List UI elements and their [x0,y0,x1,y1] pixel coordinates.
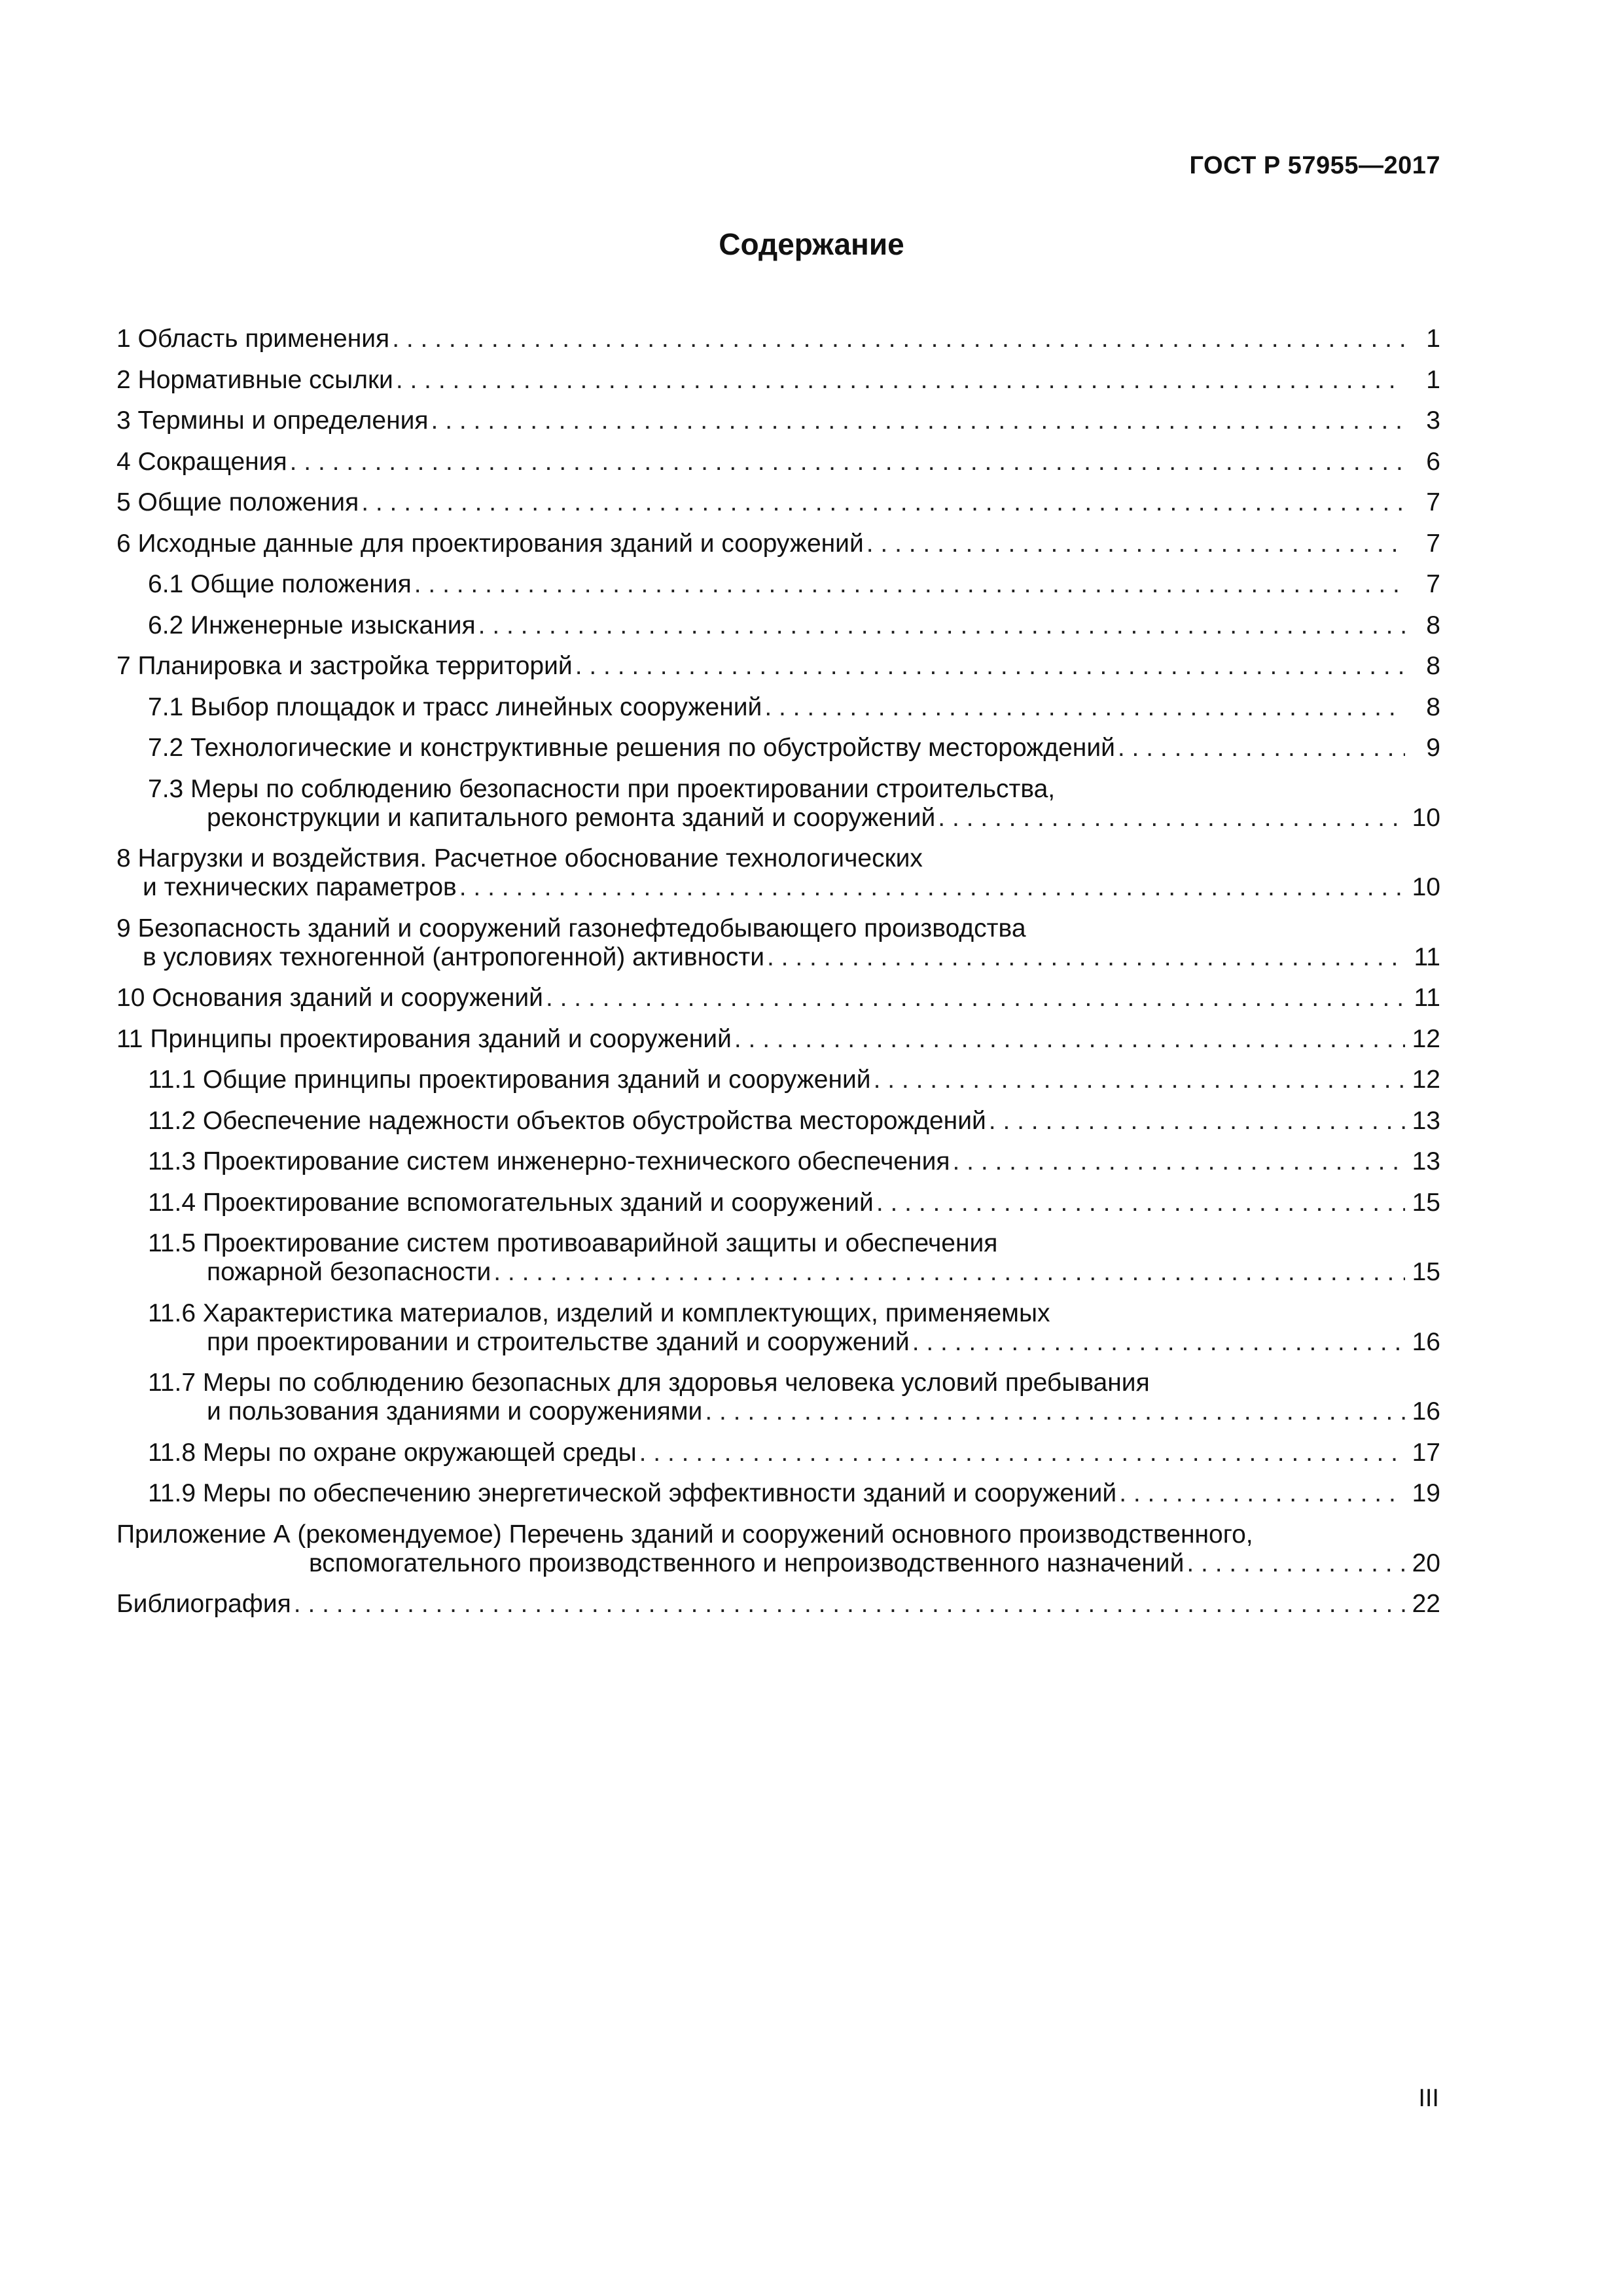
toc-entry-page: 6 [1426,447,1440,476]
toc-entry-page: 12 [1412,1066,1440,1094]
dot-leader [414,570,1405,599]
toc-entry-page: 7 [1426,570,1440,598]
toc-entry-title: 5 Общие положения [116,488,359,516]
toc-entry-title: 11 Принципы проектирования зданий и сооружений [116,1024,732,1053]
toc-entry-title: 6.2 Инженерные изыскания [148,611,476,639]
dot-leader [705,1397,1405,1426]
toc-entry-title: 11.5 Проектирование систем противоаварийной защиты и обеспечения [148,1229,998,1257]
toc-entry[interactable] [116,1229,1440,1287]
toc-entry-page: 8 [1426,652,1440,680]
dot-leader [1186,1549,1405,1578]
toc-entry-title-continued: и пользования зданиями и сооружениями [207,1397,703,1426]
toc-entry-title: 9 Безопасность зданий и сооружений газонефтедобывающего производства [116,914,1026,942]
toc-entry[interactable] [116,1189,1440,1217]
toc-entry-title: 7.1 Выбор площадок и трасс линейных сооружений [148,692,762,721]
toc-entry-title-continued: и технических параметров [143,873,457,901]
toc-entry[interactable] [116,1025,1440,1054]
toc-entry-title: 11.1 Общие принципы проектирования зданий и сооружений [148,1066,871,1094]
toc-entry[interactable] [116,570,1440,599]
toc-entry-title-continued: вспомогательного производственного и непроизводственного назначений [309,1549,1185,1577]
toc-entry-title: 11.8 Меры по охране окружающей среды [148,1438,637,1467]
dot-leader [953,1147,1406,1176]
toc-entry-title-continued: реконструкции и капитального ремонта зданий и сооружений [207,803,936,832]
toc-entry-title: 7 Планировка и застройка территорий [116,652,573,680]
toc-entry-title: 7.2 Технологические и конструктивные решения по обустройству месторождений [148,734,1115,762]
document-code: ГОСТ Р 57955—2017 [1189,152,1440,179]
toc-entry[interactable] [116,652,1440,681]
toc-entry-title-continued: в условиях техногенной (антропогенной) активности [143,942,765,971]
dot-leader [866,529,1405,558]
toc-entry-page: 3 [1426,406,1440,435]
toc-entry-page: 16 [1412,1327,1440,1356]
toc-entry-page: 17 [1412,1438,1440,1467]
toc-entry[interactable] [116,1299,1440,1357]
toc-entry-page: 9 [1426,734,1440,762]
toc-entry-page: 10 [1412,803,1440,832]
toc-entry-page: 11 [1414,984,1440,1012]
toc-entry[interactable] [116,984,1440,1013]
toc-entry[interactable] [116,693,1440,722]
toc-entry[interactable] [116,1147,1440,1176]
dot-leader [989,1107,1405,1136]
dot-leader [912,1328,1405,1357]
toc-entry-page: 7 [1426,529,1440,558]
toc-entry-title: Библиография [116,1590,291,1618]
toc-entry-title: 1 Область применения [116,325,390,353]
toc-entry-title: 11.4 Проектирование вспомогательных зданий и сооружений [148,1188,874,1217]
toc-entry-page: 12 [1412,1024,1440,1053]
dot-leader [290,448,1405,476]
dot-leader [1119,1479,1405,1508]
dot-leader [396,366,1405,395]
toc-entry[interactable] [116,734,1440,762]
toc-entry-page: 15 [1412,1258,1440,1286]
toc-entry-title: 8 Нагрузки и воздействия. Расчетное обоснование технологических [116,844,923,872]
dot-leader [575,652,1405,681]
toc-entry[interactable] [116,611,1440,640]
toc-entry[interactable] [116,448,1440,476]
dot-leader [392,325,1405,353]
toc-entry[interactable] [116,1066,1440,1094]
toc-entry[interactable] [116,529,1440,558]
toc-entry[interactable] [116,1590,1440,1619]
toc-entry[interactable] [116,1107,1440,1136]
toc-entry-title-continued: пожарной безопасности [207,1258,491,1286]
dot-leader [459,873,1405,902]
dot-leader [431,406,1405,435]
toc-entry-title: 11.6 Характеристика материалов, изделий и комплектующих, применяемых [148,1299,1050,1327]
toc-entry-page: 19 [1412,1479,1440,1507]
toc-entry-title: 6.1 Общие положения [148,570,412,598]
toc-entry-title: 11.9 Меры по обеспечению энергетической эффективности зданий и сооружений [148,1479,1117,1507]
toc-entry[interactable] [116,1369,1440,1426]
page-title: Содержание [719,227,904,261]
toc-entry[interactable] [116,325,1440,353]
toc-entry[interactable] [116,1479,1440,1508]
toc-entry-title: Приложение А (рекомендуемое) Перечень зданий и сооружений основного производственного, [116,1520,1253,1549]
dot-leader [874,1066,1405,1094]
toc-entry-page: 13 [1412,1147,1440,1175]
toc-entry[interactable] [116,914,1440,972]
toc-entry[interactable] [116,775,1440,833]
toc-entry-title: 11.2 Обеспечение надежности объектов обустройства месторождений [148,1106,986,1135]
dot-leader [764,693,1405,722]
toc-entry-page: 8 [1426,692,1440,721]
toc-entry-title: 11.7 Меры по соблюдению безопасных для здоровья человека условий пребывания [148,1369,1150,1397]
dot-leader [639,1439,1405,1467]
toc-entry[interactable] [116,1520,1440,1578]
toc-entry-page: 8 [1426,611,1440,639]
toc-entry-title: 10 Основания зданий и сооружений [116,984,543,1012]
dot-leader [294,1590,1405,1619]
toc-entry[interactable] [116,1439,1440,1467]
toc-entry-page: 13 [1412,1106,1440,1135]
dot-leader [478,611,1405,640]
toc-entry-title: 2 Нормативные ссылки [116,365,393,394]
toc-entry-title-continued: при проектировании и строительстве зданий и сооружений [207,1327,910,1356]
dot-leader [546,984,1405,1013]
dot-leader [734,1025,1405,1054]
toc-entry-title: 6 Исходные данные для проектирования зданий и сооружений [116,529,864,558]
toc-entry-page: 22 [1412,1590,1440,1618]
toc-entry-title: 11.3 Проектирование систем инженерно-технического обеспечения [148,1147,950,1175]
table-of-contents [116,325,1440,1631]
dot-leader [493,1258,1405,1287]
toc-entry-page: 15 [1412,1188,1440,1217]
dot-leader [938,804,1405,833]
toc-entry-page: 20 [1412,1549,1440,1577]
toc-entry-page: 1 [1426,365,1440,394]
toc-entry-page: 10 [1412,873,1440,901]
dot-leader [361,488,1405,517]
toc-entry-title: 7.3 Меры по соблюдению безопасности при проектировании строительства, [148,774,1056,803]
toc-entry-page: 1 [1426,325,1440,353]
toc-entry-title: 3 Термины и определения [116,406,429,435]
toc-entry[interactable] [116,366,1440,395]
dot-leader [767,943,1405,972]
page-number: III [1418,2085,1439,2112]
toc-entry-page: 7 [1426,488,1440,516]
toc-entry[interactable] [116,488,1440,517]
toc-entry[interactable] [116,406,1440,435]
toc-entry[interactable] [116,844,1440,902]
toc-entry-page: 16 [1412,1397,1440,1426]
toc-entry-title: 4 Сокращения [116,447,287,476]
dot-leader [1118,734,1405,762]
dot-leader [876,1189,1405,1217]
toc-entry-page: 11 [1414,942,1440,971]
